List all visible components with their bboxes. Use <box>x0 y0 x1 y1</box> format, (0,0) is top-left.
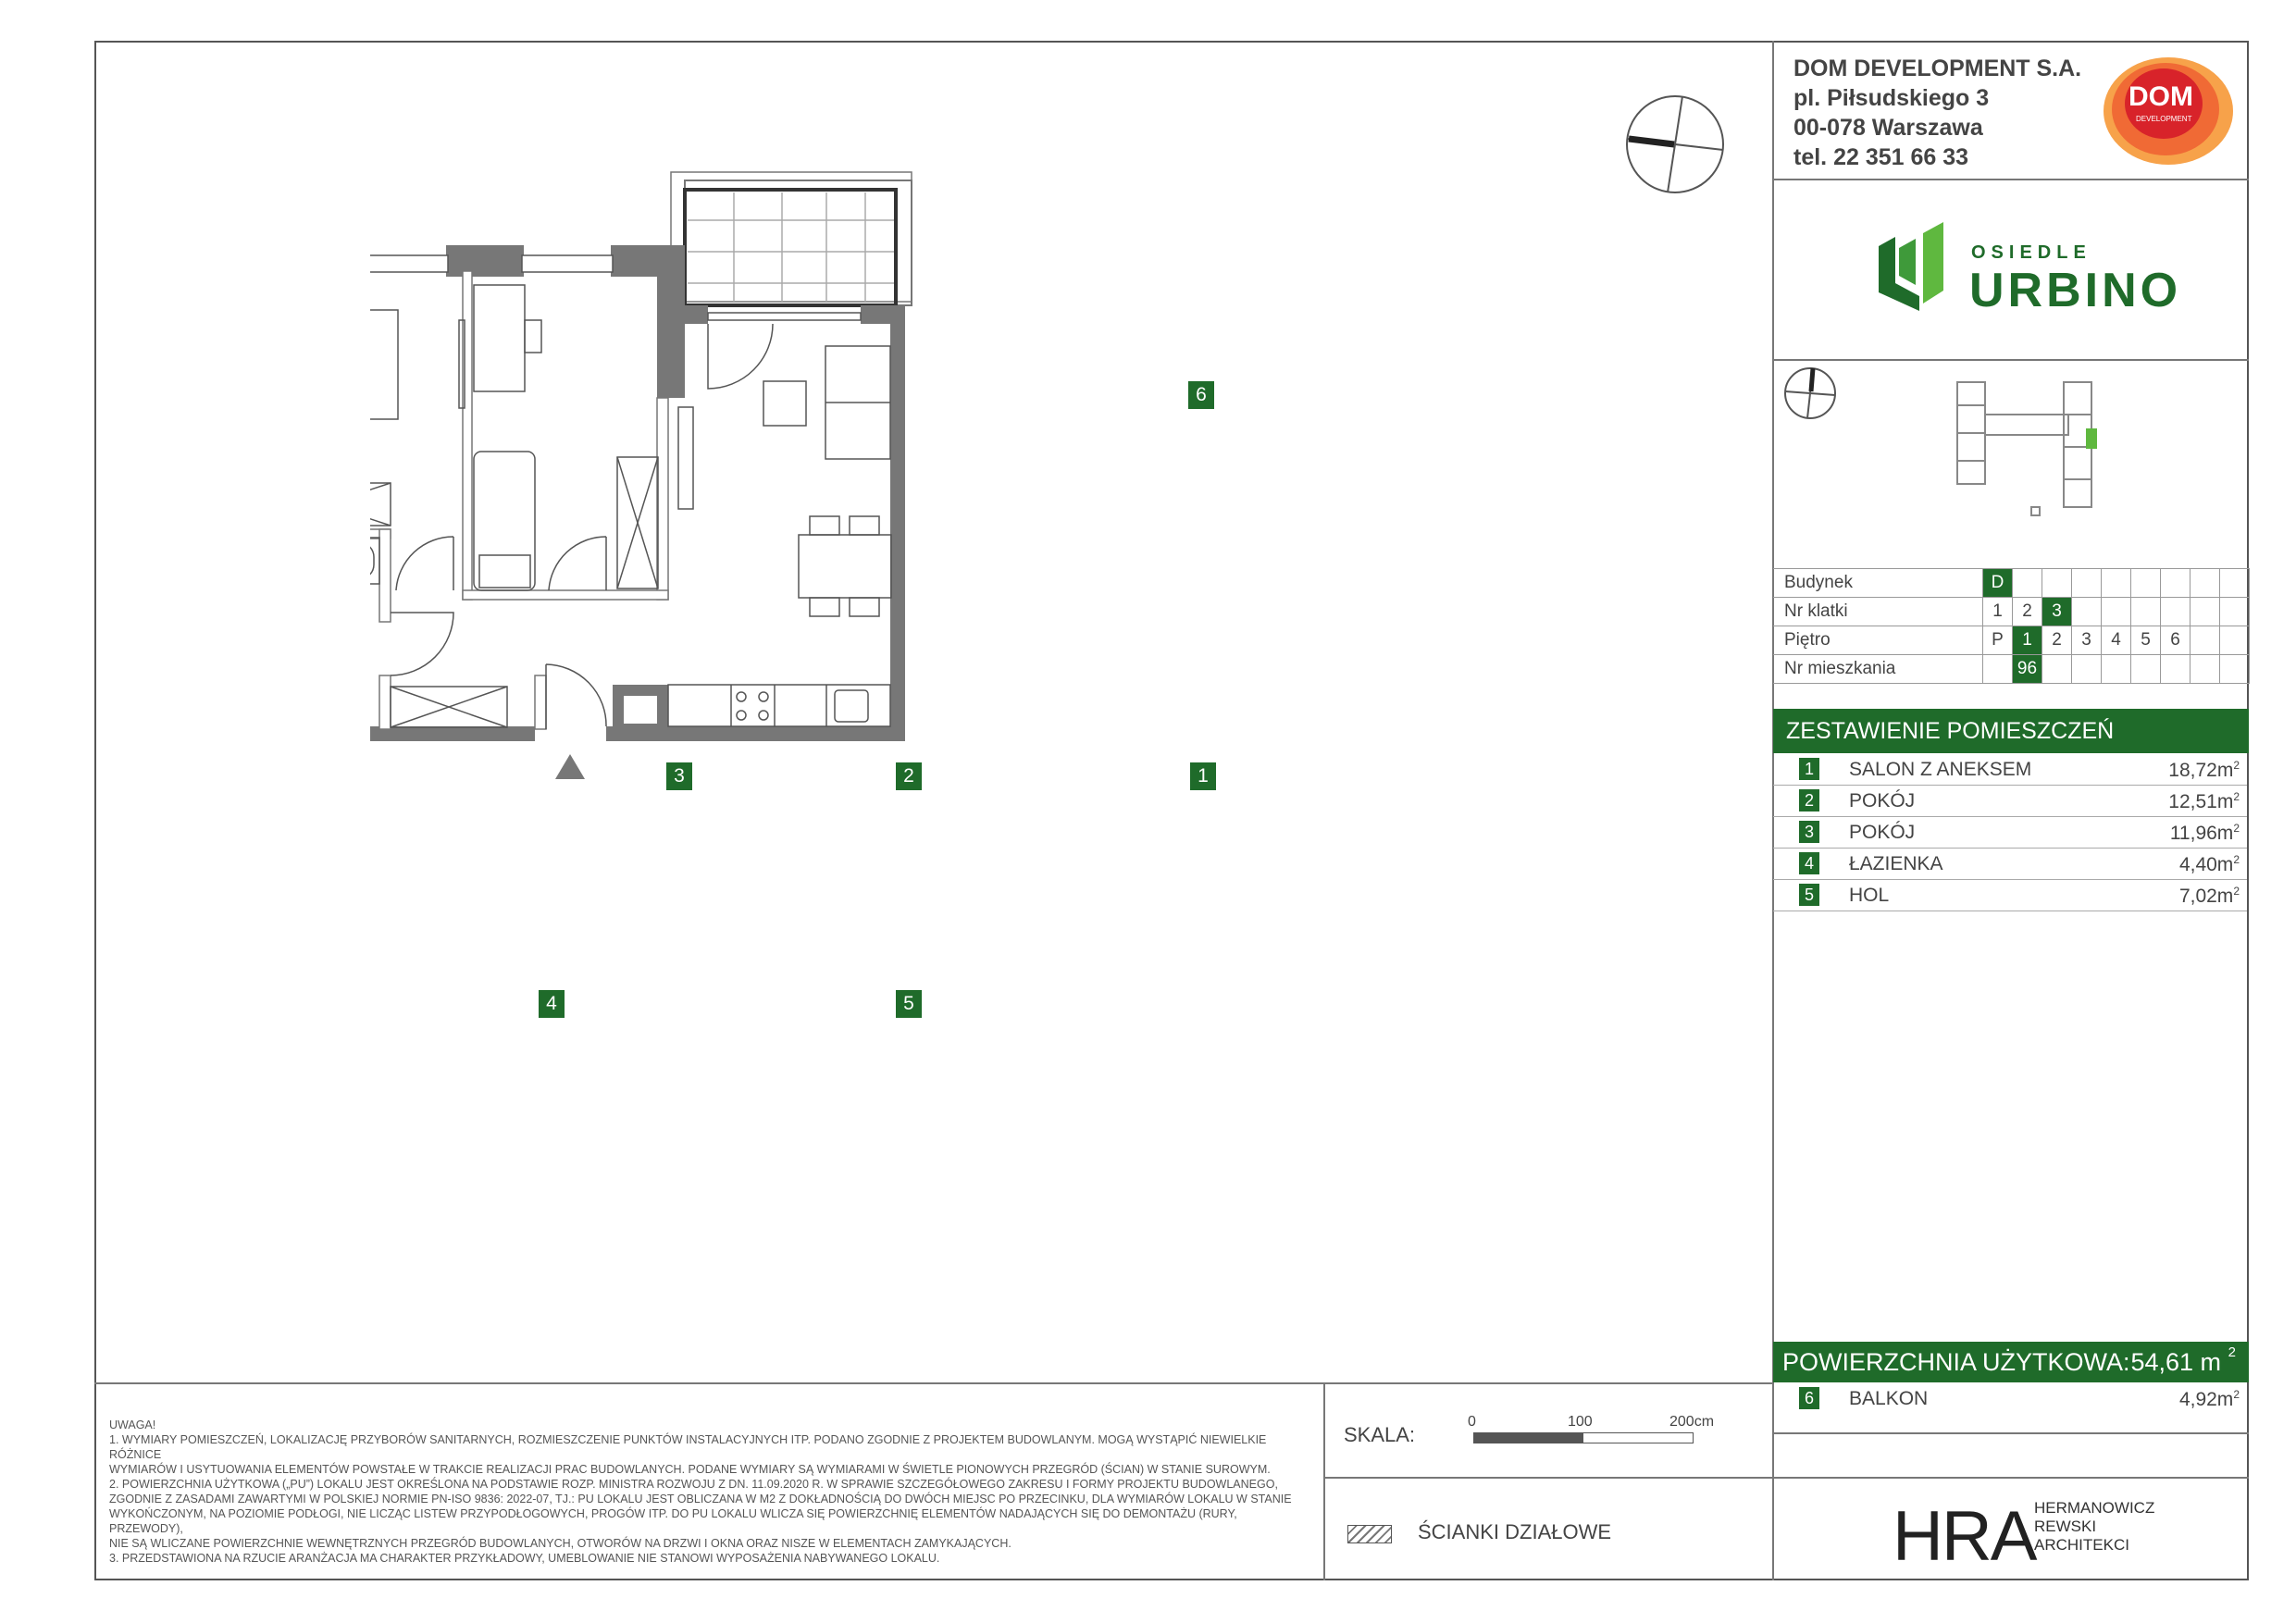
info-cell: 3 <box>2042 598 2072 626</box>
room-area-wrap <box>2168 790 2240 813</box>
info-cell: D <box>1983 569 2013 598</box>
room-area-sup: 2 <box>2233 822 2240 835</box>
notes-title: UWAGA! <box>109 1419 156 1431</box>
info-cell <box>2220 569 2250 598</box>
info-row-label: Piętro <box>1773 626 1983 655</box>
project-name: URBINO <box>1969 264 2182 317</box>
room-row <box>1773 848 2247 880</box>
room-area-wrap <box>2170 822 2240 845</box>
scale-divider <box>1323 1382 1325 1580</box>
info-row-label: Budynek <box>1773 569 1983 598</box>
room-num: 3 <box>1799 821 1819 843</box>
room-num: 1 <box>1799 758 1819 780</box>
info-cell: 3 <box>2072 626 2102 655</box>
info-row <box>1773 598 2250 626</box>
dom-logo-text: DOM <box>2128 81 2193 112</box>
info-row <box>1773 626 2250 655</box>
legend-label: ŚCIANKI DZIAŁOWE <box>1418 1520 1612 1543</box>
balcony-area-sup: 2 <box>2233 1388 2240 1401</box>
room-area-wrap <box>2179 885 2240 908</box>
room-area-sup: 2 <box>2233 759 2240 772</box>
room-area: 18,72m <box>2168 760 2234 781</box>
room-area-sup: 2 <box>2233 885 2240 898</box>
plan-label-living: 1 <box>1190 762 1216 790</box>
dom-logo-sub: DEVELOPMENT <box>2136 115 2192 123</box>
info-cell <box>2102 598 2131 626</box>
info-cell <box>2013 569 2042 598</box>
room-row <box>1773 816 2247 849</box>
info-cell <box>1983 655 2013 684</box>
company-street: pl. Piłsudskiego 3 <box>1793 85 1990 111</box>
info-cell <box>2042 569 2072 598</box>
scale-label: SKALA: <box>1344 1423 1416 1446</box>
info-row-label: Nr mieszkania <box>1773 655 1983 684</box>
room-num: 5 <box>1799 884 1819 906</box>
apartment-info-table <box>1773 568 2250 684</box>
room-area-wrap <box>2168 759 2240 782</box>
usable-area-bar <box>1773 1342 2249 1382</box>
company-info <box>1793 54 2081 172</box>
info-cell <box>2131 598 2161 626</box>
room-area: 12,51m <box>2168 791 2234 812</box>
notes-block <box>109 1418 1312 1566</box>
architect-logo: HRA <box>1893 1497 2036 1576</box>
company-divider <box>1773 179 2249 180</box>
dom-logo <box>2099 46 2238 167</box>
company-phone: tel. 22 351 66 33 <box>1793 144 1969 170</box>
room-name: POKÓJ <box>1849 822 1916 843</box>
info-cell: 96 <box>2013 655 2042 684</box>
info-row-label: Nr klatki <box>1773 598 1983 626</box>
usable-area-value: 54,61 m <box>2130 1348 2221 1376</box>
info-cell <box>2161 655 2191 684</box>
project-divider <box>1773 359 2249 361</box>
scale-tick-200: 200cm <box>1669 1414 1715 1430</box>
info-cell: 5 <box>2131 626 2161 655</box>
balcony-area: 4,92m <box>2178 1389 2234 1410</box>
scale-bar-fill <box>1474 1433 1583 1443</box>
notes-line: ZGODNIE Z ZASADAMI ZAWARTYMI W POLSKIEJ NORMIE PN-ISO 9836: 2022-07, TJ.: PU LOKALU JEST OBLICZANA W M2 Z DOKŁADNOŚCIĄ DO DWÓCH MIEJSC PO PRZECINKU, DLA WYMIARÓW LOKALU W STANIE <box>109 1493 1292 1505</box>
info-cell <box>2220 655 2250 684</box>
info-cell <box>2072 655 2102 684</box>
balcony-row <box>1773 1382 2247 1414</box>
company-city: 00-078 Warszawa <box>1793 115 1983 141</box>
room-name: ŁAZIENKA <box>1849 853 1943 874</box>
info-cell <box>2191 598 2220 626</box>
info-cell <box>2191 626 2220 655</box>
room-name: SALON Z ANEKSEM <box>1849 759 2032 780</box>
company-name: DOM DEVELOPMENT S.A. <box>1793 56 2082 81</box>
legend-divider <box>1323 1477 1773 1479</box>
scale-tick-0: 0 <box>1468 1414 1476 1430</box>
info-cell <box>2072 598 2102 626</box>
room-name: POKÓJ <box>1849 790 1916 812</box>
info-cell <box>2131 655 2161 684</box>
room-name: HOL <box>1849 885 1890 906</box>
architect-names <box>2034 1499 2154 1555</box>
info-cell <box>2102 569 2131 598</box>
info-cell <box>2161 569 2191 598</box>
room-area-wrap <box>2179 853 2240 876</box>
architect-divider <box>1773 1477 2249 1479</box>
info-cell: P <box>1983 626 2013 655</box>
notes-divider <box>94 1382 1773 1384</box>
room-num: 4 <box>1799 852 1819 874</box>
room-area: 4,40m <box>2178 854 2234 875</box>
plan-label-room2: 2 <box>896 762 922 790</box>
room-area: 11,96m <box>2169 823 2234 844</box>
notes-line: WYKOŃCZONYM, NA POZIOMIE PODŁOGI, NIE LICZĄC LISTEW PRZYPODŁOGOWYCH, PROGÓW ITP. DO PU LOKALU WLICZA SIĘ POWIERZCHNIĘ ELEMENTÓW NADAJĄCYCH SIĘ DO DEMONTAŻU (RURY, PRZEWODY), <box>109 1507 1237 1535</box>
urbino-logo-mark <box>1879 218 1953 316</box>
notes-line: 1. WYMIARY POMIESZCZEŃ, LOKALIZACJĘ PRZYBORÓW SANITARNYCH, ROZMIESZCZENIE PUNKTÓW INSTALACYJNYCH ITP. PODANO ZGODNIE Z PROJEKTEM BUDOWLANYM. MOGĄ WYSTĄPIĆ NIEWIELKIE RÓŻNICE <box>109 1433 1267 1461</box>
room-row <box>1773 879 2247 911</box>
balcony-area-wrap <box>2179 1388 2240 1411</box>
usable-area-sup: 2 <box>2228 1344 2236 1360</box>
balcony-name: BALKON <box>1849 1388 1929 1409</box>
room-num: 2 <box>1799 789 1819 812</box>
plan-label-hall: 5 <box>896 990 922 1018</box>
info-row <box>1773 655 2250 684</box>
info-cell: 1 <box>2013 626 2042 655</box>
info-cell <box>2102 655 2131 684</box>
architect-line1: HERMANOWICZ <box>2034 1499 2155 1517</box>
info-cell <box>2042 655 2072 684</box>
rooms-header: ZESTAWIENIE POMIESZCZEŃ <box>1773 709 2249 753</box>
north-compass-icon <box>1623 93 1727 201</box>
plan-label-balcony: 6 <box>1188 381 1214 409</box>
usable-area-label: POWIERZCHNIA UŻYTKOWA: <box>1782 1348 2130 1376</box>
floor-plan <box>370 93 1481 1254</box>
room-row <box>1773 785 2247 817</box>
info-row <box>1773 569 2250 598</box>
info-cell: 6 <box>2161 626 2191 655</box>
balcony-divider <box>1773 1432 2249 1434</box>
notes-line: NIE SĄ WLICZANE POWIERZCHNIE WEWNĘTRZNYCH PRZEGRÓD BUDOWLANYCH, OTWORÓW NA DRZWI I OKNA ORAZ NISZE W ELEMENTACH ZAMYKAJĄCYCH. <box>109 1537 1011 1550</box>
scale-bar <box>1473 1432 1694 1443</box>
notes-line: WYMIARÓW I USYTUOWANIA ELEMENTÓW POWSTAŁE W TRAKCIE REALIZACJI PRAC BUDOWLANYCH. PODANE WYMIARY SĄ WYMIARAMI W ŚWIETLE PIONOWYCH PRZEGRÓD (ŚCIAN) W STANIE SUROWYM. <box>109 1463 1271 1476</box>
info-cell <box>2191 655 2220 684</box>
room-area-sup: 2 <box>2233 853 2240 866</box>
info-cell: 4 <box>2102 626 2131 655</box>
partition-hatch-icon <box>1347 1525 1392 1543</box>
balcony-num: 6 <box>1799 1387 1819 1409</box>
notes-line: 2. POWIERZCHNIA UŻYTKOWA („PU”) LOKALU JEST OKREŚLONA NA PODSTAWIE ROZP. MINISTRA ROZWOJU Z DN. 11.09.2020 R. W SPRAWIE SZCZEGÓŁOWEGO ZAKRESU I FORMY PROJEKTU BUDOWLANEGO, <box>109 1478 1278 1491</box>
plan-label-bathroom: 4 <box>539 990 565 1018</box>
plan-label-room3: 3 <box>666 762 692 790</box>
site-compass-icon <box>1782 365 1838 426</box>
site-plan-map <box>1953 378 2101 530</box>
info-cell: 2 <box>2013 598 2042 626</box>
room-row <box>1773 753 2247 786</box>
info-cell <box>2131 569 2161 598</box>
info-cell <box>2191 569 2220 598</box>
info-cell: 1 <box>1983 598 2013 626</box>
info-cell <box>2220 626 2250 655</box>
room-area-sup: 2 <box>2233 790 2240 803</box>
info-cell <box>2220 598 2250 626</box>
architect-line2: REWSKI <box>2034 1518 2097 1535</box>
info-cell <box>2161 598 2191 626</box>
project-prefix: OSIEDLE <box>1971 242 2091 263</box>
notes-line: 3. PRZEDSTAWIONA NA RZUCIE ARANŻACJA MA CHARAKTER PRZYKŁADOWY, UMEBLOWANIE NIE STANOWI WYPOSAŻENIA NABYWANEGO LOKALU. <box>109 1552 940 1565</box>
architect-line3: ARCHITEKCI <box>2034 1536 2129 1554</box>
info-cell <box>2072 569 2102 598</box>
scale-tick-100: 100 <box>1568 1414 1593 1430</box>
info-cell: 2 <box>2042 626 2072 655</box>
room-area: 7,02m <box>2178 886 2234 907</box>
